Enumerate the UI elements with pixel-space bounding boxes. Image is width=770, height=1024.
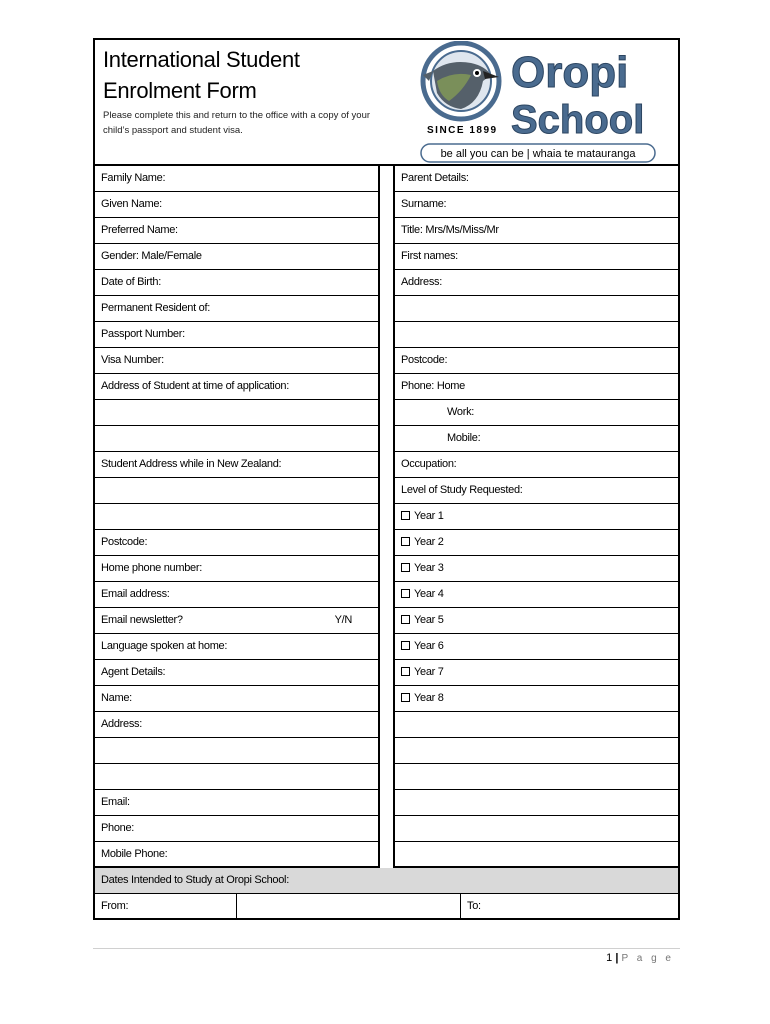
form-instructions: Please complete this and return to the office with a copy of your child’s passport and student visa. bbox=[103, 110, 371, 136]
footer-divider bbox=[93, 948, 680, 949]
logo-name-line-1: Oropi bbox=[511, 48, 629, 97]
student-field-row[interactable] bbox=[95, 686, 378, 712]
student-field-row[interactable] bbox=[95, 270, 378, 296]
student-field-row[interactable] bbox=[95, 790, 378, 816]
field-label: Year 2 bbox=[414, 536, 444, 548]
page-footer bbox=[606, 952, 674, 964]
logo-tagline: be all you can be | whaia te matauranga bbox=[440, 148, 636, 160]
field-label: Postcode: bbox=[101, 536, 148, 548]
year-checkbox-row[interactable] bbox=[395, 504, 678, 530]
student-field-row[interactable] bbox=[95, 608, 378, 634]
parent-field-row[interactable] bbox=[395, 296, 678, 322]
dates-row bbox=[95, 894, 678, 918]
form-header bbox=[95, 40, 678, 166]
student-field-row[interactable] bbox=[95, 582, 378, 608]
student-field-row[interactable] bbox=[95, 634, 378, 660]
student-field-row[interactable] bbox=[95, 452, 378, 478]
checkbox-icon[interactable] bbox=[401, 537, 410, 546]
student-field-row[interactable] bbox=[95, 400, 378, 426]
column-divider bbox=[378, 166, 395, 868]
student-field-row[interactable] bbox=[95, 816, 378, 842]
student-field-row[interactable] bbox=[95, 374, 378, 400]
checkbox-icon[interactable] bbox=[401, 667, 410, 676]
bird-emblem-icon bbox=[423, 43, 499, 119]
field-label: Email address: bbox=[101, 588, 170, 600]
field-label: Postcode: bbox=[401, 354, 448, 366]
field-label: Gender: Male/Female bbox=[101, 250, 202, 262]
field-label: Year 7 bbox=[414, 666, 444, 678]
field-label: Given Name: bbox=[101, 198, 162, 210]
field-label: Year 6 bbox=[414, 640, 444, 652]
parent-field-row[interactable] bbox=[395, 426, 678, 452]
enrolment-form bbox=[93, 38, 680, 920]
year-checkbox-row[interactable] bbox=[395, 686, 678, 712]
from-field[interactable] bbox=[236, 894, 461, 918]
field-label: Language spoken at home: bbox=[101, 640, 228, 652]
title-line-2: Enrolment Form bbox=[103, 78, 257, 103]
field-label: Home phone number: bbox=[101, 562, 202, 574]
year-checkbox-row[interactable] bbox=[395, 608, 678, 634]
parent-field-row[interactable] bbox=[395, 192, 678, 218]
student-field-row[interactable] bbox=[95, 478, 378, 504]
field-label: Permanent Resident of: bbox=[101, 302, 210, 314]
student-field-row[interactable] bbox=[95, 764, 378, 790]
student-field-row[interactable] bbox=[95, 530, 378, 556]
parent-field-row[interactable] bbox=[395, 348, 678, 374]
student-field-row[interactable] bbox=[95, 218, 378, 244]
student-field-row[interactable] bbox=[95, 166, 378, 192]
field-label: Mobile Phone: bbox=[101, 848, 168, 860]
field-label: Level of Study Requested: bbox=[401, 484, 523, 496]
field-label: Family Name: bbox=[101, 172, 166, 184]
to-label: To: bbox=[467, 900, 481, 912]
student-field-row[interactable] bbox=[95, 244, 378, 270]
field-label: Occupation: bbox=[401, 458, 457, 470]
year-checkbox-row[interactable] bbox=[395, 634, 678, 660]
field-label: Address: bbox=[101, 718, 143, 730]
student-field-row[interactable] bbox=[95, 426, 378, 452]
parent-field-row[interactable] bbox=[395, 218, 678, 244]
logo-name-line-2: School bbox=[511, 98, 645, 142]
checkbox-icon[interactable] bbox=[401, 641, 410, 650]
year-checkbox-row[interactable] bbox=[395, 530, 678, 556]
student-field-row[interactable] bbox=[95, 296, 378, 322]
parent-field-row[interactable] bbox=[395, 322, 678, 348]
field-label: Work: bbox=[447, 406, 475, 418]
page-number: 1 bbox=[606, 952, 613, 964]
field-label: Year 8 bbox=[414, 692, 444, 704]
parent-field-row[interactable] bbox=[395, 270, 678, 296]
dates-heading: Dates Intended to Study at Oropi School: bbox=[95, 868, 678, 894]
form-title bbox=[103, 44, 300, 106]
parent-field-row[interactable] bbox=[395, 790, 678, 816]
field-label: Email: bbox=[101, 796, 130, 808]
parent-field-row[interactable] bbox=[395, 738, 678, 764]
page-separator: | bbox=[615, 952, 619, 964]
newsletter-yn: Y/N bbox=[334, 614, 352, 626]
field-label: Year 5 bbox=[414, 614, 444, 626]
field-label: Address of Student at time of application: bbox=[101, 380, 289, 392]
parent-field-row[interactable] bbox=[395, 842, 678, 868]
student-field-row[interactable] bbox=[95, 738, 378, 764]
from-label: From: bbox=[101, 900, 129, 912]
field-label: Year 1 bbox=[414, 510, 444, 522]
field-label: Year 3 bbox=[414, 562, 444, 574]
parent-field-row[interactable] bbox=[395, 244, 678, 270]
parent-field-row[interactable] bbox=[395, 400, 678, 426]
year-checkbox-row[interactable] bbox=[395, 582, 678, 608]
student-field-row[interactable] bbox=[95, 348, 378, 374]
parent-field-row[interactable] bbox=[395, 816, 678, 842]
parent-field-row[interactable] bbox=[395, 712, 678, 738]
field-label: Visa Number: bbox=[101, 354, 164, 366]
field-label: Student Address while in New Zealand: bbox=[101, 458, 282, 470]
checkbox-icon[interactable] bbox=[401, 563, 410, 572]
field-label: Email newsletter? bbox=[101, 614, 183, 626]
student-field-row[interactable] bbox=[95, 192, 378, 218]
checkbox-icon[interactable] bbox=[401, 589, 410, 598]
field-label: First names: bbox=[401, 250, 458, 262]
parent-field-row[interactable] bbox=[395, 452, 678, 478]
year-checkbox-row[interactable] bbox=[395, 660, 678, 686]
student-field-row[interactable] bbox=[95, 556, 378, 582]
oropi-school-logo bbox=[419, 41, 659, 163]
field-label: Mobile: bbox=[447, 432, 481, 444]
field-label: Year 4 bbox=[414, 588, 444, 600]
student-field-row[interactable] bbox=[95, 712, 378, 738]
parent-field-row[interactable] bbox=[395, 166, 678, 192]
student-field-row[interactable] bbox=[95, 504, 378, 530]
field-label: Phone: bbox=[101, 822, 135, 834]
checkbox-icon[interactable] bbox=[401, 615, 410, 624]
student-field-row[interactable] bbox=[95, 322, 378, 348]
parent-field-row[interactable] bbox=[395, 478, 678, 504]
field-label: Preferred Name: bbox=[101, 224, 178, 236]
field-label: Parent Details: bbox=[401, 172, 469, 184]
student-field-row[interactable] bbox=[95, 842, 378, 868]
page-label: P a g e bbox=[621, 953, 674, 964]
logo-since: SINCE 1899 bbox=[427, 125, 498, 136]
field-label: Passport Number: bbox=[101, 328, 185, 340]
field-label: Name: bbox=[101, 692, 132, 704]
field-label: Phone: Home bbox=[401, 380, 465, 392]
field-label: Title: Mrs/Ms/Miss/Mr bbox=[401, 224, 499, 236]
title-line-1: International Student bbox=[103, 47, 300, 72]
field-label: Surname: bbox=[401, 198, 447, 210]
parent-field-row[interactable] bbox=[395, 374, 678, 400]
checkbox-icon[interactable] bbox=[401, 511, 410, 520]
field-label: Date of Birth: bbox=[101, 276, 161, 288]
field-label: Address: bbox=[401, 276, 443, 288]
parent-field-row[interactable] bbox=[395, 764, 678, 790]
year-checkbox-row[interactable] bbox=[395, 556, 678, 582]
field-label: Agent Details: bbox=[101, 666, 166, 678]
student-field-row[interactable] bbox=[95, 660, 378, 686]
checkbox-icon[interactable] bbox=[401, 693, 410, 702]
